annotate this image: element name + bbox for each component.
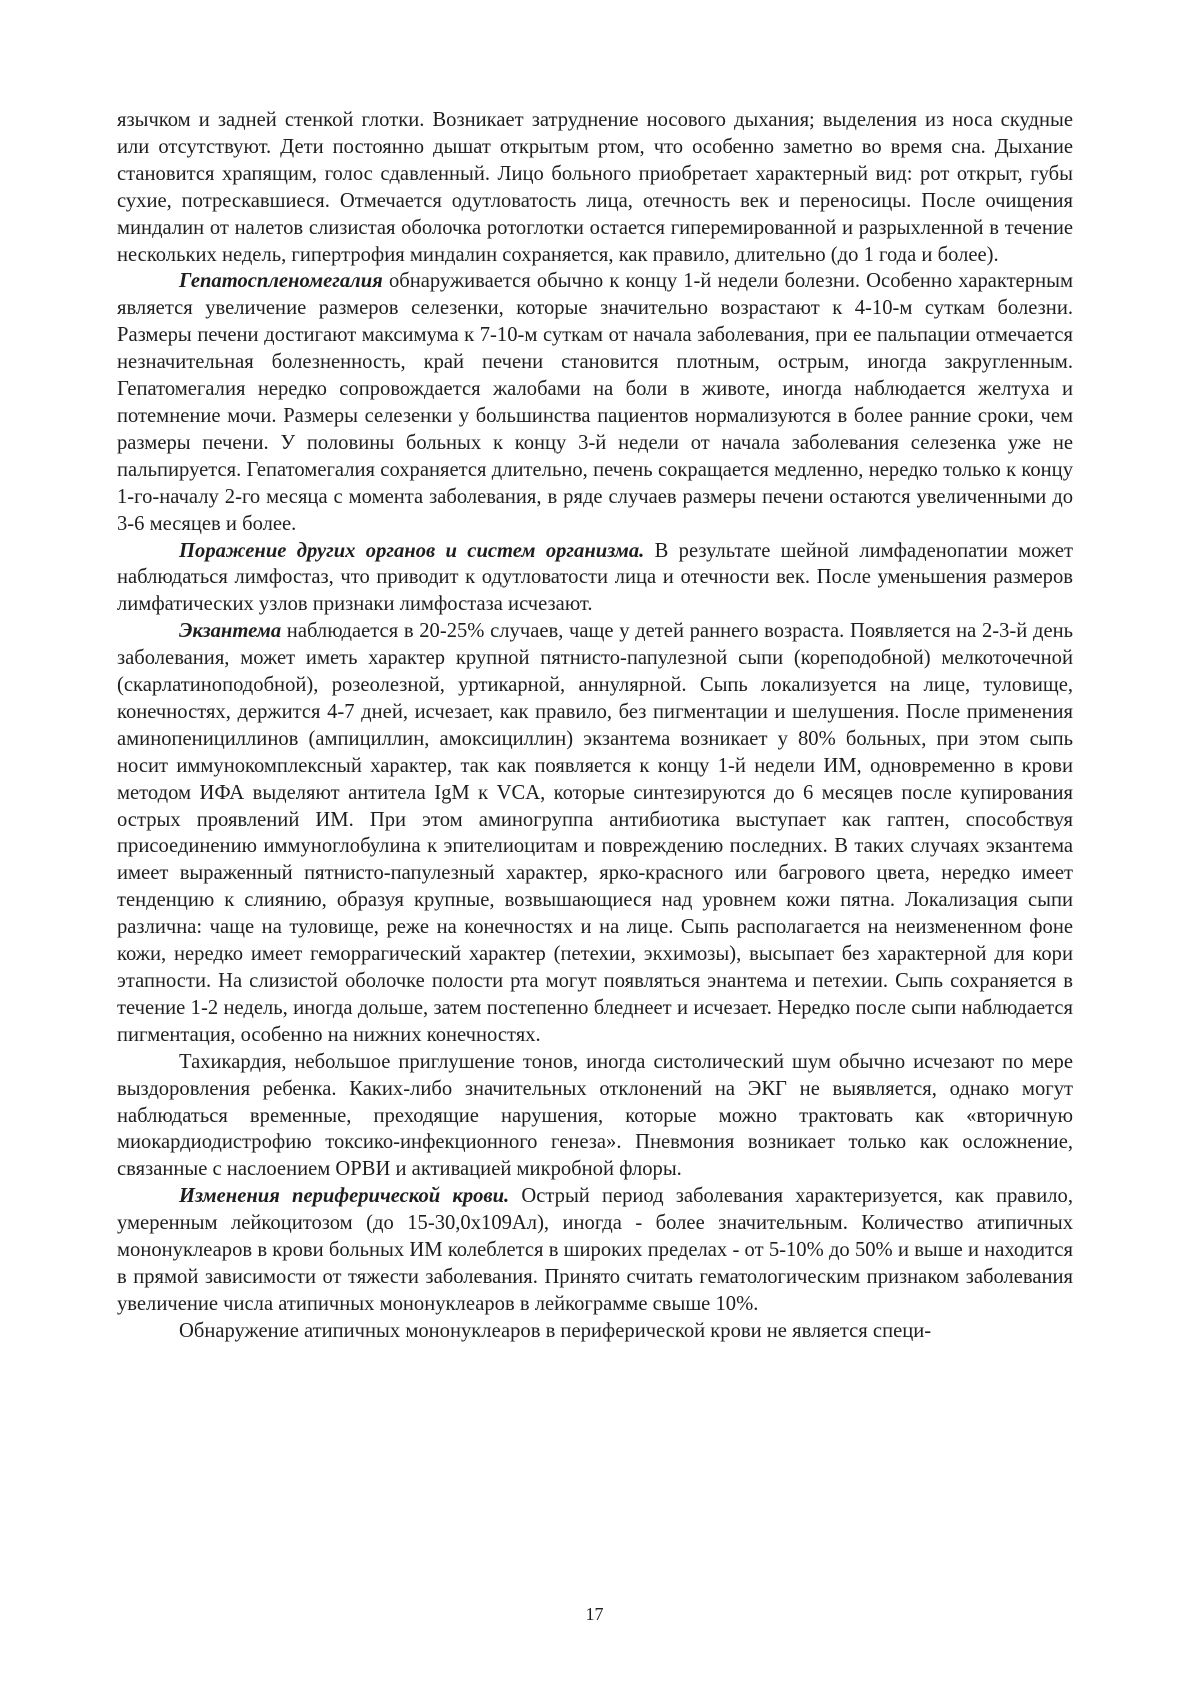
paragraph-text: Обнаружение атипичных мононуклеаров в периферической крови не является специ-: [179, 1319, 932, 1342]
page-number: 17: [585, 1604, 604, 1624]
paragraph-lead: Гепатоспленомегалия: [179, 270, 383, 293]
paragraph-atypical-mononuclears: [117, 1318, 1073, 1345]
paragraph-lead: Поражение других органов и систем организма.: [179, 539, 645, 562]
paragraph-nasal-breathing: [117, 107, 1073, 268]
paragraph-text: Тахикардия, небольшое приглушение тонов, иногда систолический шум обычно исчезают по мере выздоровления ребенка. Каких-либо значительных отклонений на ЭКГ не выявляется, однако могут наблюдаться временные, преходящие нарушения, которые можно трактовать как «вторичную миокардиодистрофию токсико-инфекционного генеза». Пневмония возникает только как осложнение, связанные с наслоением ОРВИ и активацией микробной флоры.: [117, 1050, 1073, 1181]
paragraph-other-organs: [117, 538, 1073, 619]
paragraph-exanthema: [117, 618, 1073, 1049]
paragraph-lead: Изменения периферической крови.: [179, 1185, 510, 1208]
paragraph-text: Острый период заболевания характеризуется, как правило, умеренным лейкоцитозом (до 15-30,0х109Ал), иногда - более значительным. Количество атипичных мононуклеаров в крови больных ИМ колеблется в широких пределах - от 5-10% до 50% и выше и находится в прямой зависимости от тяжести заболевания. Принято считать гематологическим признаком заболевания увеличение числа атипичных мононуклеаров в лейкограмме свыше 10%.: [117, 1185, 1074, 1315]
page-body: [117, 107, 1073, 1345]
paragraph-blood-changes: [117, 1183, 1073, 1318]
paragraph-lead: Экзантема: [179, 620, 282, 643]
paragraph-text: язычком и задней стенкой глотки. Возникает затруднение носового дыхания; выделения из носа скудные или отсутствуют. Дети постоянно дышат открытым ртом, что особенно заметно во время сна. Дыхание становится храпящим, голос сдавленный. Лицо больного приобретает характерный вид: рот открыт, губы сухие, потрескавшиеся. Отмечается одутловатость лица, отечность век и переносицы. После очищения миндалин от налетов слизистая оболочка ротоглотки остается гиперемированной и разрыхленной в течение нескольких недель, гипертрофия миндалин сохраняется, как правило, длительно (до 1 года и более).: [117, 109, 1073, 266]
paragraph-tachycardia: [117, 1049, 1073, 1184]
paragraph-text: обнаруживается обычно к концу 1-й недели болезни. Особенно характерным является увеличение размеров селезенки, которые значительно возрастают к 4-10-м суткам болезни. Размеры печени достигают максимума к 7-10-м суткам от начала заболевания, при ее пальпации отмечается незначительная болезненность, край печени становится плотным, острым, иногда закругленным. Гепатомегалия нередко сопровождается жалобами на боли в животе, иногда наблюдается желтуха и потемнение мочи. Размеры селезенки у большинства пациентов нормализуются в более ранние сроки, чем размеры печени. У половины больных к концу 3-й недели от начала заболевания селезенка уже не пальпируется. Гепатомегалия сохраняется длительно, печень сокращается медленно, нередко только к концу 1-го-началу 2-го месяца с момента заболевания, в ряде случаев размеры печени остаются увеличенными до 3-6 месяцев и более.: [117, 270, 1073, 535]
paragraph-hepatosplenomegaly: [117, 268, 1073, 537]
paragraph-text: В результате шейной лимфаденопатии может наблюдаться лимфостаз, что приводит к одутловатости лица и отечности век. После уменьшения размеров лимфатических узлов признаки лимфостаза исчезают.: [117, 539, 1073, 616]
paragraph-text: наблюдается в 20-25% случаев, чаще у детей раннего возраста. Появляется на 2-3-й день заболевания, может иметь характер крупной пятнисто-папулезной сыпи (кореподобной) мелкоточечной (скарлатиноподобной), розеолезной, уртикарной, аннулярной. Сыпь локализуется на лице, туловище, конечностях, держится 4-7 дней, исчезает, как правило, без пигментации и шелушения. После применения аминопенициллинов (ампициллин, амоксициллин) экзантема возникает у 80% больных, при этом сыпь носит иммунокомплексный характер, так как появляется к концу 1-й недели ИМ, одновременно в крови методом ИФА выделяют антитела IgM к VCA, которые синтезируются до 6 месяцев после купирования острых проявлений ИМ. При этом аминогруппа антибиотика выступает как гаптен, способствуя присоединению иммуноглобулина к эпителиоцитам и повреждению последних. В таких случаях экзантема имеет выраженный пятнисто-папулезный характер, ярко-красного или багрового цвета, нередко имеет тенденцию к слиянию, образуя крупные, возвышающиеся над уровнем кожи пятна. Локализация сыпи различна: чаще на туловище, реже на конечностях и на лице. Сыпь располагается на неизмененном фоне кожи, нередко имеет геморрагический характер (петехии, экхимозы), высыпает без характерной для кори этапности. На слизистой оболочке полости рта могут появляться энантема и петехии. Сыпь сохраняется в течение 1-2 недель, иногда дольше, затем постепенно бледнеет и исчезает. Нередко после сыпи наблюдается пигментация, особенно на нижних конечностях.: [117, 620, 1073, 1046]
